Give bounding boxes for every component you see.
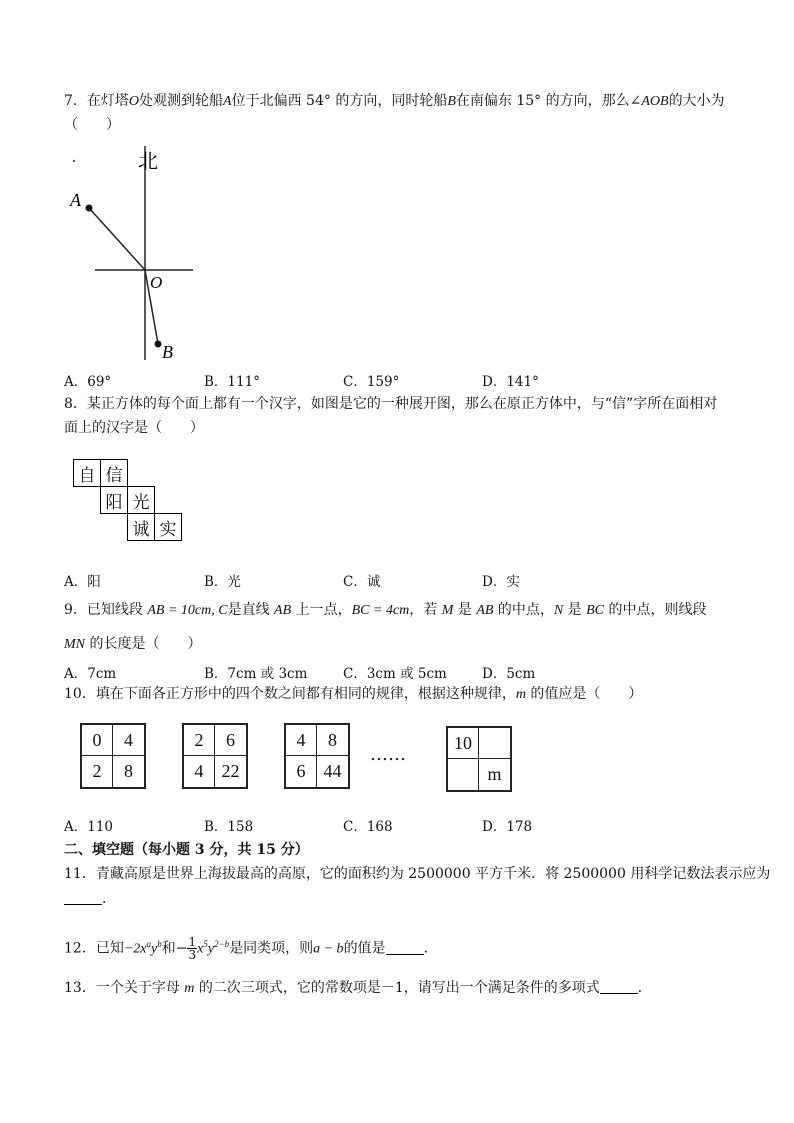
q11-stem: 11．青藏高原是世界上海拔最高的高原，它的面积约为 2500000 平方千米．将 2500000 用科学记数法表示应为 xyxy=(64,866,771,882)
north-label: 北 xyxy=(138,149,158,173)
label-A: A xyxy=(70,190,81,210)
q9-option-a[interactable]: A．7cm xyxy=(64,666,117,682)
q11-answer-blank[interactable] xyxy=(64,890,102,905)
q9-option-b[interactable]: B．7cm 或 3cm xyxy=(204,666,308,682)
square2-top-right: 6 xyxy=(215,725,246,756)
square4-bottom-left xyxy=(448,759,479,790)
square2-bottom-left: 4 xyxy=(184,756,215,787)
square4-top-left: 10 xyxy=(448,728,479,759)
q9-stem-line2: MN 的长度是（ ） xyxy=(64,636,202,652)
number-square-4 xyxy=(446,726,512,792)
q8-stem-line2: 面上的汉字是（ ） xyxy=(64,420,204,436)
q10-option-d[interactable]: D．178 xyxy=(482,819,533,835)
q10-option-b[interactable]: B．158 xyxy=(204,819,254,835)
square1-top-right: 4 xyxy=(113,725,144,756)
square2-top-left: 2 xyxy=(184,725,215,756)
q10-option-a[interactable]: A．110 xyxy=(64,819,114,835)
q9-stem-line1: 9．已知线段 AB = 10cm, C是直线 AB 上一点，BC = 4cm，若 M 是 AB 的中点，N 是 BC 的中点，则线段 xyxy=(64,602,707,618)
square1-top-left: 0 xyxy=(82,725,113,756)
square1-bottom-right: 8 xyxy=(124,761,133,781)
fraction-one-third: $\frac{1}{3}$ xyxy=(188,935,197,963)
q12-answer-blank[interactable] xyxy=(386,940,424,955)
stray-dot xyxy=(73,160,75,162)
q7-stem: 7．在灯塔O处观测到轮船A位于北偏西 54° 的方向，同时轮船B在南偏东 15° 的方向，那么∠AOB的大小为 xyxy=(64,93,725,109)
square4-top-right xyxy=(479,728,510,759)
q8-option-a[interactable]: A．阳 xyxy=(64,574,101,590)
q11-answer-line: ． xyxy=(64,889,116,909)
q10-option-c[interactable]: C．168 xyxy=(343,819,393,835)
ray-OA xyxy=(89,208,145,270)
net-face-4: 光 xyxy=(127,486,155,514)
q7-direction-figure xyxy=(60,138,210,368)
q7-answer-paren: （ ） xyxy=(64,117,120,133)
q7-option-c[interactable]: C．159° xyxy=(343,374,400,390)
q9-option-c[interactable]: C．3cm 或 5cm xyxy=(343,666,447,682)
square4-bottom-right: m xyxy=(487,764,502,784)
square3-bottom-right: 44 xyxy=(323,761,342,781)
q8-option-c[interactable]: C．诚 xyxy=(343,574,381,590)
q13-answer-blank[interactable] xyxy=(600,979,638,994)
point-B xyxy=(155,341,162,348)
q9-option-d[interactable]: D．5cm xyxy=(482,666,536,682)
square1-bottom-left: 2 xyxy=(82,756,113,787)
q12-stem: 12．已知$-2x^ay^b$和− $\frac{1}{3}$ $x^5y^{2-b}$是同类项，则a − b的值是 ． xyxy=(64,935,438,963)
sequence-ellipsis: …… xyxy=(370,744,406,765)
section-heading: 二、填空题（每小题 3 分，共 15 分） xyxy=(64,842,309,858)
number-square-1 xyxy=(80,723,146,789)
net-face-5: 诚 xyxy=(127,513,155,541)
q7-option-b[interactable]: B．111° xyxy=(204,374,260,390)
label-O: O xyxy=(150,273,163,292)
q8-option-d[interactable]: D．实 xyxy=(482,574,520,590)
q13-stem: 13．一个关于字母 m 的二次三项式，它的常数项是－1，请写出一个满足条件的多项式 ． xyxy=(64,980,652,996)
square3-top-right: 8 xyxy=(317,725,348,756)
square3-top-left: 4 xyxy=(286,725,317,756)
net-face-3: 阳 xyxy=(100,486,128,514)
net-face-2: 信 xyxy=(100,459,128,487)
q10-stem: 10．填在下面各正方形中的四个数之间都有相同的规律，根据这种规律，m 的值应是（ ） xyxy=(64,686,643,702)
number-square-3 xyxy=(284,723,350,789)
square2-bottom-right: 22 xyxy=(221,761,240,781)
point-A xyxy=(86,205,93,212)
q7-option-d[interactable]: D．141° xyxy=(482,374,539,390)
number-square-2 xyxy=(182,723,248,789)
q8-option-b[interactable]: B．光 xyxy=(204,574,241,590)
label-B: B xyxy=(162,342,173,362)
net-face-6: 实 xyxy=(154,513,182,541)
q8-stem-line1: 8．某正方体的每个面上都有一个汉字，如图是它的一种展开图，那么在原正方体中，与“信”字所在面相对 xyxy=(64,396,718,412)
q7-option-a[interactable]: A．69° xyxy=(64,374,112,390)
square3-bottom-left: 6 xyxy=(286,756,317,787)
net-face-1: 自 xyxy=(73,459,101,487)
